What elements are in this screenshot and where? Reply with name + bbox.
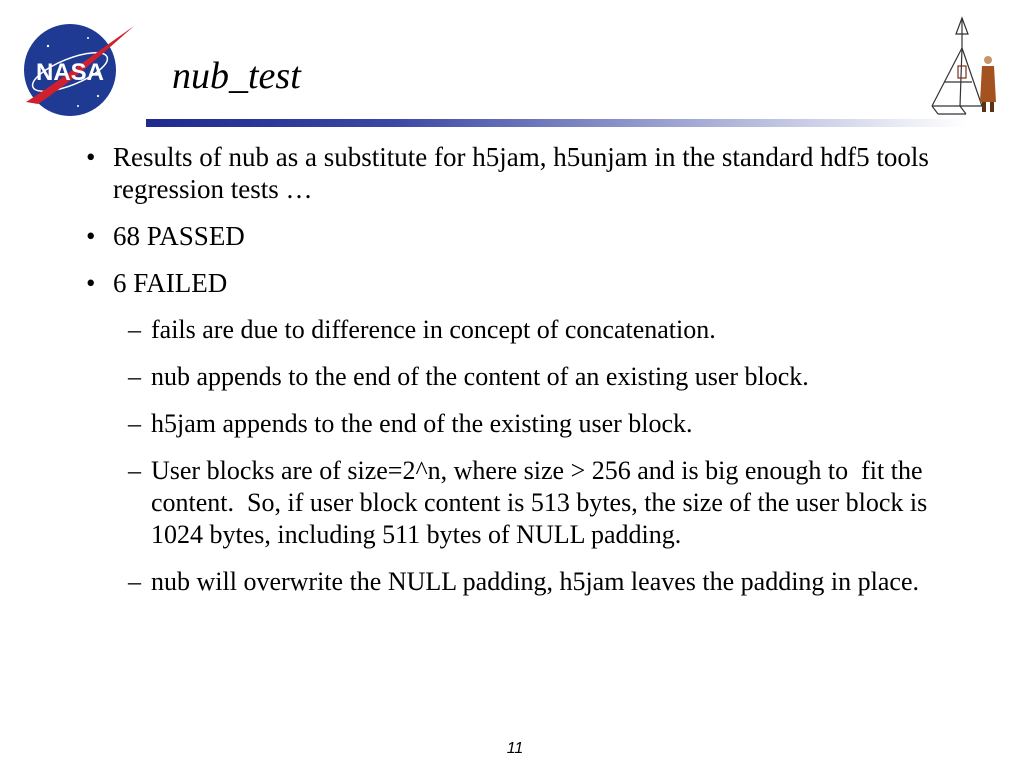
page-number: 11 — [506, 740, 524, 757]
dash-marker: – — [128, 456, 141, 485]
bullet-text: 68 PASSED — [113, 221, 245, 251]
sub-bullet-text: fails are due to difference in concept of concatenation. — [151, 315, 716, 344]
slide-body — [86, 141, 966, 613]
sub-bullet-item — [86, 566, 966, 598]
sub-bullet-text: nub will overwrite the NULL padding, h5jam leaves the padding in place. — [151, 567, 919, 596]
rocket-illustration — [924, 14, 1006, 118]
dash-marker: – — [128, 567, 141, 596]
dash-marker: – — [128, 315, 141, 344]
sub-bullet-item — [86, 455, 966, 551]
bullet-item — [86, 267, 966, 299]
sub-bullet-text: User blocks are of size=2^n, where size > 256 and is big enough to fit the content. So, if user block content is 513 bytes, the size of the user block is 1024 bytes, including 511 bytes of NULL padding. — [151, 456, 934, 549]
bullet-marker: • — [86, 221, 96, 251]
dash-marker: – — [128, 409, 141, 438]
bullet-text: 6 FAILED — [113, 268, 228, 298]
bullet-text: Results of nub as a substitute for h5jam, h5unjam in the standard hdf5 tools regression tests … — [113, 142, 929, 204]
bullet-item — [86, 220, 966, 252]
bullet-marker: • — [86, 142, 96, 172]
nasa-logo — [18, 18, 136, 118]
sub-bullet-text: nub appends to the end of the content of an existing user block. — [151, 362, 809, 391]
bullet-marker: • — [86, 268, 96, 298]
sub-bullet-item — [86, 314, 966, 346]
dash-marker: – — [128, 362, 141, 391]
bullet-item — [86, 141, 966, 205]
sub-bullet-item — [86, 408, 966, 440]
title-underline — [146, 119, 966, 127]
svg-text:NASA: NASA — [35, 59, 105, 86]
slide-title: nub_test — [172, 55, 301, 97]
sub-bullet-item — [86, 361, 966, 393]
sub-bullet-text: h5jam appends to the end of the existing user block. — [151, 409, 693, 438]
